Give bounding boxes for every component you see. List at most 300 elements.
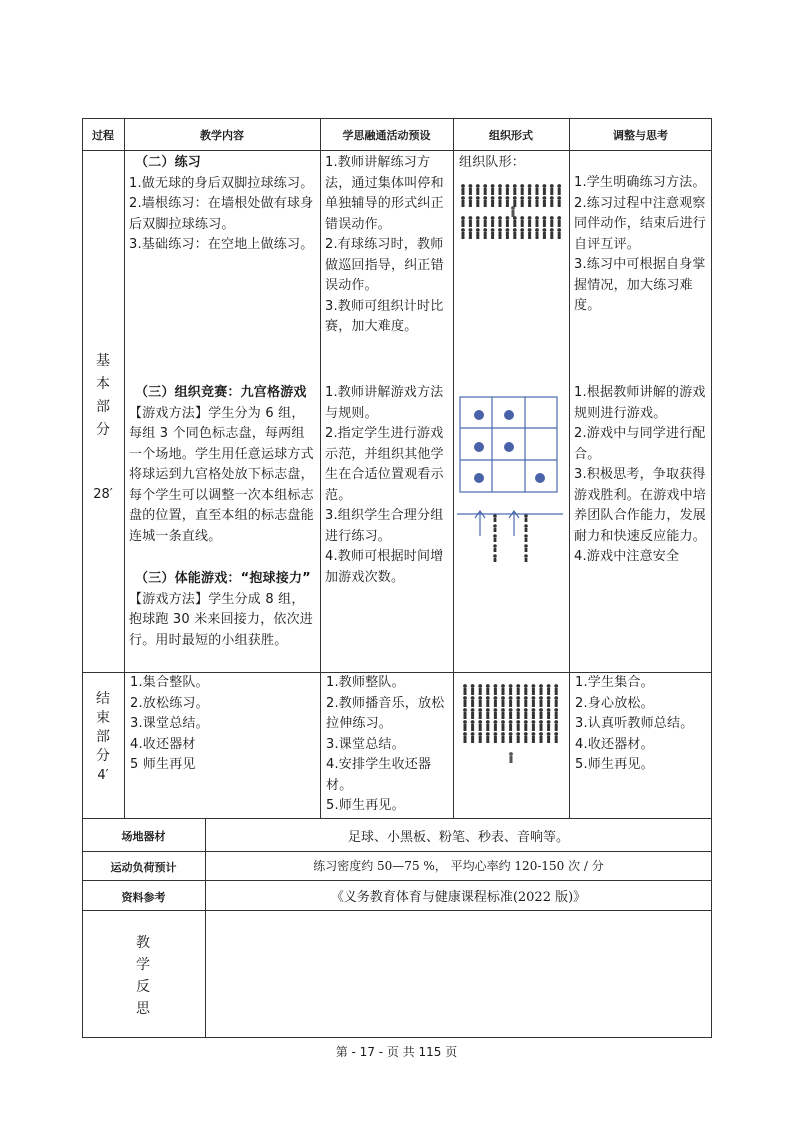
student-figure bbox=[469, 196, 473, 200]
student-figure bbox=[463, 696, 467, 700]
student-figure-body bbox=[502, 688, 505, 695]
student-figure bbox=[513, 196, 517, 200]
student-figure-body bbox=[462, 220, 465, 227]
marker-disc bbox=[474, 442, 484, 452]
practice-item: 3.基础练习：在空地上做练习。 bbox=[129, 237, 314, 252]
student-figure bbox=[471, 684, 475, 688]
student-figure bbox=[494, 732, 498, 736]
student-figure bbox=[554, 696, 558, 700]
ending-reflection-item: 3.认真听教师总结。 bbox=[575, 716, 694, 731]
student-figure bbox=[513, 228, 517, 232]
student-figure-body bbox=[502, 712, 505, 719]
student-figure-body bbox=[506, 220, 509, 227]
row-divider bbox=[82, 880, 712, 881]
student-figure-body bbox=[484, 220, 487, 227]
game-title: （三）组织竞赛：九宫格游戏 bbox=[135, 385, 307, 400]
student-figure-body bbox=[476, 232, 479, 239]
student-figure bbox=[520, 216, 524, 220]
ending-content bbox=[130, 673, 318, 776]
reflection-item: 1.学生明确练习方法。 bbox=[574, 175, 706, 190]
student-figure-body bbox=[462, 188, 465, 195]
student-figure-body bbox=[540, 724, 543, 731]
student-figure bbox=[494, 708, 498, 712]
reflection-item: 2.游戏中与同学进行配合。 bbox=[574, 426, 706, 462]
student-figure bbox=[498, 196, 502, 200]
marker-disc bbox=[504, 410, 514, 420]
student-figure-body bbox=[536, 232, 539, 239]
student-figure bbox=[483, 184, 487, 188]
student-figure-body bbox=[491, 232, 494, 239]
student-figure-body bbox=[494, 724, 497, 731]
student-figure bbox=[543, 216, 547, 220]
student-figure-body bbox=[476, 188, 479, 195]
load-value: 练习密度约 50—75 %， 平均心率约 120-150 次 / 分 bbox=[313, 859, 604, 873]
student-figure-body bbox=[517, 688, 520, 695]
student-figure-body bbox=[479, 724, 482, 731]
student-figure-body bbox=[543, 220, 546, 227]
student-figure bbox=[476, 216, 480, 220]
student-figure bbox=[524, 732, 528, 736]
header-reflection: 调整与思考 bbox=[613, 129, 668, 142]
student-figure bbox=[509, 720, 513, 724]
student-figure-body bbox=[536, 188, 539, 195]
col-divider bbox=[453, 118, 454, 818]
header-process: 过程 bbox=[92, 129, 114, 142]
student-figure-body bbox=[484, 232, 487, 239]
student-figure-body bbox=[469, 220, 472, 227]
ending-item: 2.放松练习。 bbox=[130, 695, 209, 711]
basic-activity-1 bbox=[325, 153, 451, 338]
student-figure-body bbox=[540, 688, 543, 695]
reflection-label-char: 反 bbox=[136, 979, 150, 995]
student-figure-body bbox=[479, 688, 482, 695]
student-figure-body bbox=[494, 736, 497, 743]
student-figure bbox=[478, 708, 482, 712]
student-figure bbox=[516, 732, 520, 736]
student-figure bbox=[539, 708, 543, 712]
student-figure bbox=[539, 732, 543, 736]
basic-label-char: 基 bbox=[96, 353, 110, 369]
student-figure-body bbox=[502, 700, 505, 707]
student-figure-body bbox=[502, 736, 505, 743]
row-divider bbox=[82, 818, 712, 819]
student-figure bbox=[506, 216, 510, 220]
student-figure-body bbox=[532, 712, 535, 719]
student-figure bbox=[516, 684, 520, 688]
marker-disc bbox=[474, 410, 484, 420]
student-figure-body bbox=[509, 712, 512, 719]
student-figure bbox=[501, 684, 505, 688]
fitness-text: 【游戏方法】学生分成 8 组，抱球跑 30 米来回接力，依次进行。用时最短的小组获胜。 bbox=[129, 591, 314, 648]
ending-reflection-item: 4.收还器材。 bbox=[575, 736, 654, 752]
student-figure-body bbox=[517, 736, 520, 743]
reflection-label-char: 学 bbox=[136, 957, 150, 973]
ending-reflection-item: 1.学生集合。 bbox=[575, 675, 654, 690]
student-figure-body bbox=[555, 700, 558, 707]
student-figure-body bbox=[469, 200, 472, 207]
student-figure bbox=[463, 684, 467, 688]
student-figure-body bbox=[471, 724, 474, 731]
student-figure-body bbox=[506, 200, 509, 207]
organization-label: 组织队形： bbox=[459, 155, 526, 170]
student-figure-body bbox=[471, 712, 474, 719]
reference-label: 资料参考 bbox=[121, 891, 166, 904]
student-figure-body bbox=[547, 724, 550, 731]
student-figure bbox=[528, 184, 532, 188]
student-figure bbox=[501, 696, 505, 700]
student-figure-body bbox=[471, 700, 474, 707]
student-figure-body bbox=[517, 700, 520, 707]
ending-label-char: 分 bbox=[96, 748, 110, 764]
student-figure bbox=[557, 184, 561, 188]
student-figure bbox=[528, 228, 532, 232]
student-figure bbox=[469, 184, 473, 188]
student-figure bbox=[486, 708, 490, 712]
student-figure bbox=[547, 684, 551, 688]
game-text: 【游戏方法】学生分为 6 组，每组 3 个同色标志盘，每两组一个场地。学生用任意运球方式将球运到九宫格处放下标志盘，每个学生可以调整一次本组标志盘的位置，直至本组的标志盘能连城一条直线。 bbox=[129, 405, 314, 544]
student-figure-body bbox=[484, 200, 487, 207]
student-figure-body bbox=[528, 200, 531, 207]
student-figure-body bbox=[555, 712, 558, 719]
ending-activity-item: 2.教师播音乐，放松拉伸练习。 bbox=[326, 695, 445, 731]
student-figure bbox=[494, 684, 498, 688]
student-figure-body bbox=[486, 736, 489, 743]
student-figure bbox=[543, 184, 547, 188]
student-figure bbox=[501, 708, 505, 712]
student-figure-body bbox=[547, 736, 550, 743]
student-figure bbox=[528, 216, 532, 220]
student-figure-body bbox=[491, 200, 494, 207]
student-figure-body bbox=[464, 700, 467, 707]
student-figure bbox=[532, 732, 536, 736]
student-figure-body bbox=[532, 700, 535, 707]
col-divider bbox=[320, 118, 321, 818]
student-figure bbox=[498, 216, 502, 220]
ending-activity bbox=[326, 673, 451, 817]
student-figure-body bbox=[502, 724, 505, 731]
practice-item: 2.墙根练习：在墙根处做有球身后双脚拉球练习。 bbox=[129, 196, 314, 232]
student-figure-body bbox=[491, 220, 494, 227]
relay-formation-diagram bbox=[457, 508, 565, 564]
student-figure bbox=[498, 184, 502, 188]
student-figure-body bbox=[532, 688, 535, 695]
nine-grid-diagram bbox=[459, 396, 559, 494]
student-figure-body bbox=[543, 200, 546, 207]
student-figure-body bbox=[540, 700, 543, 707]
ending-reflection-item: 2.身心放松。 bbox=[575, 695, 654, 711]
student-figure-body bbox=[517, 724, 520, 731]
student-figure-body bbox=[464, 712, 467, 719]
student-figure-body bbox=[510, 756, 513, 763]
student-figure-body bbox=[462, 200, 465, 207]
student-figure bbox=[491, 196, 495, 200]
student-figure-body bbox=[499, 200, 502, 207]
reflection-label-char: 思 bbox=[136, 1001, 150, 1017]
student-figure bbox=[463, 732, 467, 736]
student-figure bbox=[486, 696, 490, 700]
student-figure-body bbox=[471, 736, 474, 743]
ending-reflection-item: 5.师生再见。 bbox=[575, 757, 654, 772]
student-figure bbox=[520, 184, 524, 188]
student-figure-body bbox=[469, 232, 472, 239]
student-figure bbox=[486, 720, 490, 724]
activity-item: 2.指定学生进行游戏示范，并组织其他学生在合适位置观看示范。 bbox=[325, 426, 444, 503]
student-figure bbox=[494, 696, 498, 700]
student-figure-body bbox=[509, 724, 512, 731]
header-content: 教学内容 bbox=[200, 129, 244, 142]
reflection-label-char: 教 bbox=[136, 935, 150, 951]
student-figure-body bbox=[521, 220, 524, 227]
activity-item: 4.教师可根据时间增加游戏次数。 bbox=[325, 549, 444, 585]
student-figure bbox=[498, 228, 502, 232]
practice-title: （二）练习 bbox=[135, 155, 202, 170]
student-figure bbox=[524, 696, 528, 700]
formation-diagram-practice bbox=[459, 180, 567, 248]
venue-value: 足球、小黑板、粉笔、秒表、音响等。 bbox=[347, 830, 569, 845]
formation-diagram-ending bbox=[461, 682, 565, 766]
student-figure bbox=[550, 184, 554, 188]
student-figure-body bbox=[524, 688, 527, 695]
student-figure-body bbox=[476, 200, 479, 207]
student-figure bbox=[532, 696, 536, 700]
student-figure bbox=[539, 696, 543, 700]
student-figure bbox=[535, 216, 539, 220]
student-figure bbox=[554, 732, 558, 736]
basic-time: 28′ bbox=[93, 487, 113, 502]
student-figure-body bbox=[558, 188, 561, 195]
student-figure-body bbox=[521, 188, 524, 195]
reference-value: 《义务教育体育与健康课程标准(2022 版)》 bbox=[330, 890, 587, 905]
student-row bbox=[461, 184, 561, 239]
activity-item: 1.教师讲解游戏方法与规则。 bbox=[325, 385, 444, 421]
basic-content bbox=[129, 153, 317, 256]
student-block bbox=[463, 684, 558, 763]
reflection-item: 3.练习中可根据自身掌握情况，加大练习难度。 bbox=[574, 257, 706, 313]
student-figure bbox=[524, 720, 528, 724]
student-figure-body bbox=[464, 736, 467, 743]
student-figure-body bbox=[524, 724, 527, 731]
student-figure bbox=[516, 696, 520, 700]
ending-label-char: 结 bbox=[96, 691, 110, 707]
student-figure-body bbox=[547, 688, 550, 695]
student-figure-body bbox=[509, 736, 512, 743]
student-figure bbox=[491, 184, 495, 188]
basic-part-label bbox=[93, 350, 113, 442]
student-figure bbox=[486, 684, 490, 688]
student-figure-body bbox=[540, 736, 543, 743]
student-figure bbox=[550, 216, 554, 220]
student-figure bbox=[476, 184, 480, 188]
venue-label: 场地器材 bbox=[121, 830, 166, 843]
student-figure bbox=[478, 732, 482, 736]
student-figure-body bbox=[532, 724, 535, 731]
fitness-title: （三）体能游戏：“抱球接力” bbox=[135, 571, 311, 586]
student-figure-body bbox=[532, 736, 535, 743]
student-figure-body bbox=[486, 712, 489, 719]
student-figure bbox=[550, 228, 554, 232]
student-figure-body bbox=[506, 188, 509, 195]
student-figure-body bbox=[555, 736, 558, 743]
ending-item: 5 师生再见 bbox=[130, 757, 196, 772]
basic-label-char: 分 bbox=[96, 422, 110, 438]
student-figure bbox=[509, 696, 513, 700]
student-figure bbox=[469, 228, 473, 232]
student-figure bbox=[469, 216, 473, 220]
student-figure bbox=[532, 708, 536, 712]
student-figure-body bbox=[491, 188, 494, 195]
ending-item: 3.课堂总结。 bbox=[130, 716, 209, 731]
student-figure bbox=[509, 684, 513, 688]
student-figure bbox=[483, 196, 487, 200]
student-figure-body bbox=[524, 736, 527, 743]
student-figure-body bbox=[512, 210, 515, 217]
student-figure-body bbox=[547, 700, 550, 707]
ending-item: 1.集合整队。 bbox=[130, 675, 209, 690]
col-divider bbox=[205, 818, 206, 1038]
student-figure bbox=[543, 228, 547, 232]
student-figure-body bbox=[524, 712, 527, 719]
student-figure bbox=[501, 720, 505, 724]
student-figure bbox=[461, 216, 465, 220]
student-figure-body bbox=[550, 200, 553, 207]
ending-part-label bbox=[93, 690, 113, 785]
student-figure bbox=[532, 720, 536, 724]
student-figure bbox=[516, 708, 520, 712]
student-figure-body bbox=[547, 712, 550, 719]
marker-disc bbox=[535, 473, 545, 483]
ending-label-char: 部 bbox=[96, 729, 110, 745]
student-figure-body bbox=[521, 232, 524, 239]
student-figure-body bbox=[469, 188, 472, 195]
student-figure-body bbox=[462, 232, 465, 239]
student-figure bbox=[535, 228, 539, 232]
reflection-item: 3.积极思考，争取获得游戏胜利。在游戏中培养团队合作能力，发展耐力和快速反应能力。 bbox=[574, 467, 707, 544]
student-figure-body bbox=[486, 724, 489, 731]
ending-activity-item: 4.安排学生收还器材。 bbox=[326, 757, 432, 793]
basic-reflection-1 bbox=[574, 173, 710, 317]
student-figure-body bbox=[528, 188, 531, 195]
reflection-item: 2.练习过程中注意观察同伴动作，结束后进行自评互评。 bbox=[574, 195, 707, 252]
student-figure bbox=[520, 228, 524, 232]
student-figure-body bbox=[543, 232, 546, 239]
student-figure bbox=[478, 696, 482, 700]
student-figure bbox=[478, 684, 482, 688]
student-figure bbox=[547, 708, 551, 712]
student-figure-body bbox=[555, 724, 558, 731]
student-figure bbox=[501, 732, 505, 736]
student-figure-body bbox=[486, 688, 489, 695]
student-figure-body bbox=[528, 220, 531, 227]
student-figure bbox=[509, 708, 513, 712]
ending-activity-item: 5.师生再见。 bbox=[326, 798, 405, 813]
student-figure bbox=[509, 732, 513, 736]
row-divider bbox=[82, 851, 712, 852]
ending-label-char: 束 bbox=[96, 710, 110, 726]
basic-label-char: 部 bbox=[96, 399, 110, 415]
student-figure-body bbox=[528, 232, 531, 239]
student-figure bbox=[494, 720, 498, 724]
basic-reflection-2 bbox=[574, 383, 710, 568]
student-figure bbox=[550, 196, 554, 200]
student-figure bbox=[476, 228, 480, 232]
game-content bbox=[129, 383, 317, 547]
teaching-reflection-label bbox=[133, 932, 153, 1020]
student-figure-body bbox=[558, 200, 561, 207]
fitness-content bbox=[129, 569, 317, 651]
student-figure bbox=[543, 196, 547, 200]
student-figure bbox=[506, 228, 510, 232]
student-figure bbox=[483, 216, 487, 220]
col-divider bbox=[124, 118, 125, 818]
student-figure-body bbox=[464, 724, 467, 731]
row-divider bbox=[82, 910, 712, 911]
student-figure-body bbox=[513, 200, 516, 207]
student-figure bbox=[506, 184, 510, 188]
practice-item: 1.做无球的身后双脚拉球练习。 bbox=[129, 175, 314, 191]
student-figure bbox=[471, 708, 475, 712]
reflection-item: 4.游戏中注意安全 bbox=[574, 549, 680, 564]
load-label: 运动负荷预计 bbox=[110, 861, 177, 874]
student-figure-body bbox=[550, 232, 553, 239]
marker-disc bbox=[504, 442, 514, 452]
activity-item: 1.教师讲解练习方法，通过集体叫停和单独辅导的形式纠正错误动作。 bbox=[325, 155, 444, 232]
row-divider bbox=[82, 150, 712, 151]
student-figure bbox=[524, 684, 528, 688]
student-figure bbox=[461, 196, 465, 200]
student-figure-body bbox=[513, 188, 516, 195]
student-figure bbox=[513, 184, 517, 188]
student-figure bbox=[476, 196, 480, 200]
student-figure bbox=[554, 708, 558, 712]
student-figure bbox=[509, 752, 513, 756]
student-figure bbox=[486, 732, 490, 736]
student-figure bbox=[506, 196, 510, 200]
student-figure bbox=[535, 196, 539, 200]
marker-disc bbox=[474, 473, 484, 483]
ending-activity-item: 3.课堂总结。 bbox=[326, 736, 405, 752]
ending-time: 4′ bbox=[97, 768, 109, 783]
student-figure-body bbox=[479, 712, 482, 719]
student-figure-body bbox=[506, 232, 509, 239]
student-figure bbox=[471, 732, 475, 736]
student-column bbox=[493, 514, 528, 562]
student-figure-body bbox=[471, 688, 474, 695]
student-figure bbox=[511, 206, 515, 210]
student-figure-body bbox=[558, 220, 561, 227]
student-figure-body bbox=[499, 188, 502, 195]
student-figure bbox=[471, 720, 475, 724]
student-figure bbox=[539, 684, 543, 688]
student-figure bbox=[547, 720, 551, 724]
student-figure bbox=[557, 228, 561, 232]
student-figure-body bbox=[540, 712, 543, 719]
activity-item: 3.教师可组织计时比赛，加大难度。 bbox=[325, 298, 444, 334]
student-figure bbox=[524, 708, 528, 712]
student-figure-body bbox=[494, 700, 497, 707]
header-organization: 组织形式 bbox=[489, 129, 533, 142]
student-figure-body bbox=[513, 232, 516, 239]
student-figure-body bbox=[479, 736, 482, 743]
student-figure bbox=[532, 684, 536, 688]
student-figure-body bbox=[536, 220, 539, 227]
student-figure bbox=[557, 216, 561, 220]
activity-item: 2.有球练习时，教师做巡回指导，纠正错误动作。 bbox=[325, 237, 444, 293]
student-figure-body bbox=[464, 688, 467, 695]
student-figure-body bbox=[499, 232, 502, 239]
reflection-item: 1.根据教师讲解的游戏规则进行游戏。 bbox=[574, 385, 706, 421]
student-figure bbox=[520, 196, 524, 200]
student-figure-body bbox=[476, 220, 479, 227]
